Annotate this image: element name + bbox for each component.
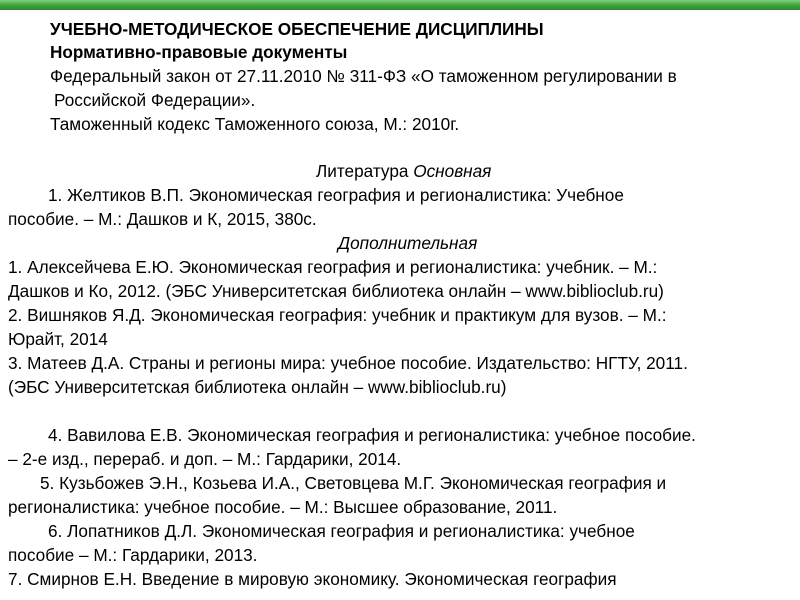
additional-literature-line: регионалистика: учебное пособие. – М.: Высшее образование, 2011. — [8, 497, 558, 517]
additional-literature-line: 2. Вишняков Я.Д. Экономическая география: учебник и практикум для вузов. – М.: — [8, 305, 667, 325]
additional-literature-line: 6. Лопатников Д.Л. Экономическая география и регионалистика: учебное — [48, 521, 635, 541]
additional-literature-line: 7. Смирнов Е.Н. Введение в мировую экономику. Экономическая география — [8, 569, 617, 589]
additional-literature-line: Юрайт, 2014 — [8, 329, 108, 349]
normative-doc-line: Российской Федерации». — [54, 90, 256, 110]
literature-heading-main: Основная — [413, 161, 492, 181]
main-literature-line: пособие. – М.: Дашков и К, 2015, 380с. — [8, 209, 317, 229]
normative-doc-line: Федеральный закон от 27.11.2010 № 311-ФЗ «О таможенном регулировании в — [50, 66, 677, 86]
additional-literature-line: пособие – М.: Гардарики, 2013. — [8, 545, 258, 565]
additional-literature-line: Дашков и Ко, 2012. (ЭБС Университетская библиотека онлайн – www.biblioclub.ru) — [8, 281, 664, 301]
top-accent-bar — [0, 0, 800, 10]
additional-literature-line: 1. Алексейчева Е.Ю. Экономическая география и регионалистика: учебник. – М.: — [8, 257, 658, 277]
literature-heading — [316, 160, 491, 182]
literature-heading-label: Литература — [316, 161, 414, 181]
additional-literature-line: – 2-е изд., перераб. и доп. – М.: Гардарики, 2014. — [8, 449, 402, 469]
normative-doc-line: Таможенный кодекс Таможенного союза, М.: 2010г. — [50, 114, 460, 134]
additional-literature-line: 5. Кузьбожев Э.Н., Козьева И.А., Световцева М.Г. Экономическая география и — [40, 473, 667, 493]
additional-literature-line: (ЭБС Университетская библиотека онлайн – www.biblioclub.ru) — [8, 377, 507, 397]
additional-literature-heading: Дополнительная — [338, 233, 478, 253]
main-literature-line: 1. Желтиков В.П. Экономическая география и регионалистика: Учебное — [48, 185, 624, 205]
additional-literature-line: 3. Матеев Д.А. Страны и регионы мира: учебное пособие. Издательство: НГТУ, 2011. — [8, 353, 688, 373]
section-heading-normative: Нормативно-правовые документы — [50, 42, 348, 62]
additional-literature-line: 4. Вавилова Е.В. Экономическая география и регионалистика: учебное пособие. — [48, 425, 696, 445]
document-title: УЧЕБНО-МЕТОДИЧЕСКОЕ ОБЕСПЕЧЕНИЕ ДИСЦИПЛИНЫ — [50, 19, 544, 39]
